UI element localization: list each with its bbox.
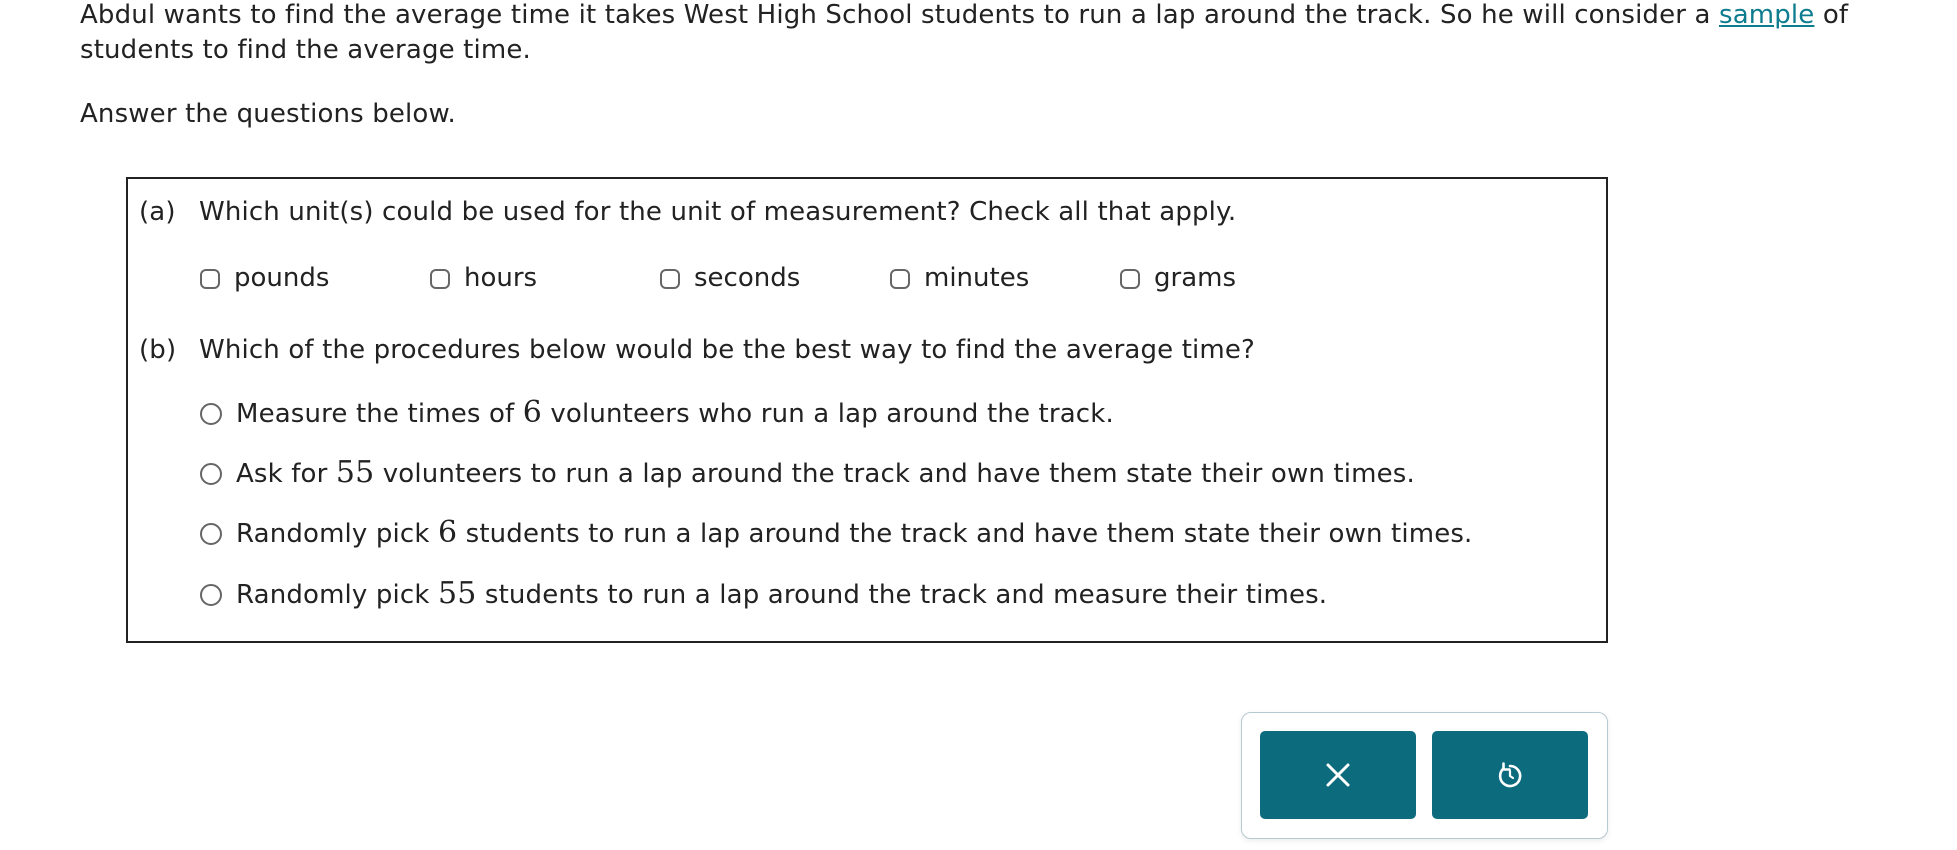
checkbox-option-minutes[interactable] [890, 261, 1029, 296]
radio-label-number: 55 [437, 576, 477, 611]
part-a-label: (a) [139, 197, 176, 227]
radio-label-text: volunteers who run a lap around the track. [541, 399, 1114, 429]
radio-label-text: volunteers to run a lap around the track and have them state their own times. [374, 459, 1415, 489]
checkbox[interactable] [890, 269, 910, 289]
instruction-text: Answer the questions below. [80, 99, 456, 129]
part-a-question [139, 195, 1236, 230]
radio-label-text: students to run a lap around the track and have them state their own times. [457, 519, 1473, 549]
radio-button[interactable] [200, 463, 222, 485]
question-box [126, 177, 1608, 643]
checkbox-label: pounds [234, 263, 330, 293]
checkbox-option-grams[interactable] [1120, 261, 1236, 296]
radio-label [236, 576, 1327, 613]
radio-button[interactable] [200, 403, 222, 425]
checkbox-label: seconds [694, 263, 801, 293]
checkbox-label: minutes [924, 263, 1030, 293]
radio-option-2[interactable] [200, 455, 1415, 492]
part-b-question [139, 333, 1255, 368]
part-b-text: Which of the procedures below would be the best way to find the average time? [199, 335, 1256, 365]
undo-icon [1494, 759, 1526, 791]
radio-label-text: Ask for [236, 459, 336, 489]
clear-button[interactable] [1260, 731, 1416, 819]
checkbox[interactable] [200, 269, 220, 289]
reset-button[interactable] [1432, 731, 1588, 819]
radio-label [236, 395, 1114, 432]
checkbox[interactable] [660, 269, 680, 289]
radio-button[interactable] [200, 584, 222, 606]
part-b-label: (b) [139, 335, 177, 365]
checkbox-option-seconds[interactable] [660, 261, 800, 296]
radio-label-number: 55 [335, 455, 375, 490]
radio-label [236, 515, 1472, 552]
part-a-text: Which unit(s) could be used for the unit of measurement? Check all that apply. [199, 197, 1237, 227]
radio-label-text: Measure the times of [236, 399, 523, 429]
checkbox-label: grams [1154, 263, 1236, 293]
radio-label-text: Randomly pick [236, 519, 438, 549]
radio-option-4[interactable] [200, 576, 1327, 613]
radio-label-text: Randomly pick [236, 580, 438, 610]
radio-option-1[interactable] [200, 395, 1114, 432]
intro-text: Abdul wants to find the average time it takes West High School students to run a lap around the track. So he will consider a [80, 0, 1719, 30]
problem-statement [80, 0, 1950, 68]
radio-label [236, 455, 1415, 492]
close-icon [1323, 760, 1353, 790]
intro-text-end: of students to find the average time. [80, 0, 1849, 65]
checkbox[interactable] [430, 269, 450, 289]
radio-label-number: 6 [522, 395, 542, 430]
radio-option-3[interactable] [200, 515, 1472, 552]
answer-action-panel [1241, 712, 1608, 839]
radio-label-number: 6 [437, 515, 458, 550]
sample-link[interactable]: sample [1719, 0, 1815, 30]
checkbox-label: hours [464, 263, 538, 293]
checkbox-option-hours[interactable] [430, 261, 537, 296]
checkbox[interactable] [1120, 269, 1140, 289]
radio-label-text: students to run a lap around the track and measure their times. [476, 580, 1328, 610]
checkbox-option-pounds[interactable] [200, 261, 329, 296]
radio-button[interactable] [200, 523, 222, 545]
